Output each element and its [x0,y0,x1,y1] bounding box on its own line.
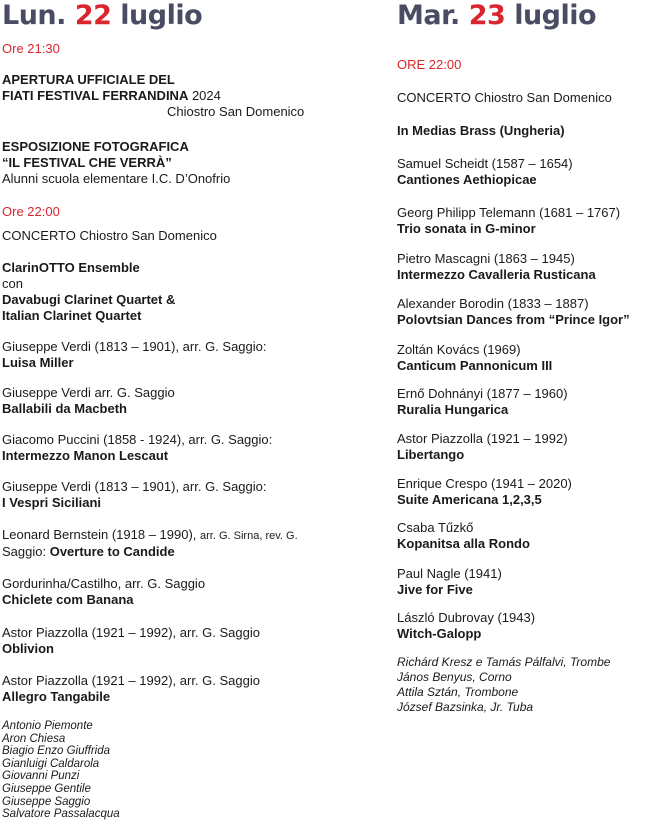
program-item [397,431,568,463]
tuesday-heading [397,0,596,32]
program-item [2,479,267,511]
program-title: Chiclete com Banana [2,592,134,607]
performer-name: Aron Chiesa [2,732,66,745]
program-item [397,296,630,328]
program-title: Witch-Galopp [397,626,482,641]
program-title: Jive for Five [397,582,473,597]
program-title: Intermezzo Manon Lescaut [2,448,169,463]
program-composer: Gordurinha/Castilho, arr. G. Saggio [2,576,206,591]
tuesday-day-number: 23 [468,0,506,31]
performer-name: Giuseppe Saggio [2,795,91,808]
program-item [2,527,298,560]
performer-name: Attila Sztán, Trombone [397,685,519,699]
program-composer: Giacomo Puccini (1858 - 1924), arr. G. Saggio: [2,432,273,447]
performer-name: Gianluigi Caldarola [2,757,100,770]
program-item [397,156,573,188]
opening-line-1: APERTURA UFFICIALE DEL [2,72,175,87]
program-title: Trio sonata in G-minor [397,221,536,236]
program-title: Polovtsian Dances from “Prince Igor” [397,312,630,327]
program-title: I Vespri Siciliani [2,495,101,510]
festival-name: FIATI FESTIVAL FERRANDINA [2,88,189,103]
program-title: Suite Americana 1,2,3,5 [397,492,542,507]
bernstein-arrangement: arr. G. Sirna, rev. G. [200,530,298,542]
festival-year: 2024 [188,88,221,103]
program-composer: Zoltán Kovács (1969) [397,342,521,357]
tuesday-concert: CONCERTO Chiostro San Domenico [397,90,612,105]
program-title: Libertango [397,447,465,462]
performer-name: Antonio Piemonte [2,720,93,732]
program-composer: Alexander Borodin (1833 – 1887) [397,296,589,311]
program-composer: Giuseppe Verdi arr. G. Saggio [2,385,175,400]
program-composer: Astor Piazzolla (1921 – 1992), arr. G. Saggio [2,625,260,640]
program-title: Kopanitsa alla Rondo [397,536,530,551]
program-item [397,205,620,237]
monday-heading [2,0,202,32]
program-item [397,342,552,374]
program-composer: Giuseppe Verdi (1813 – 1901), arr. G. Saggio: [2,339,267,354]
program-composer: László Dubrovay (1943) [397,610,536,625]
monday-day-number: 22 [74,0,112,31]
guest-ensemble-2: Italian Clarinet Quartet [2,308,142,323]
monday-ensemble: ClarinOTTO Ensemble [2,260,140,275]
program-title: Allegro Tangabile [2,689,111,704]
program-item [2,625,260,657]
bernstein-composer: Leonard Bernstein (1918 – 1990), [2,527,201,542]
program-composer: Paul Nagle (1941) [397,566,502,581]
monday-concert: CONCERTO Chiostro San Domenico [2,228,217,243]
program-item [2,339,267,371]
program-item [397,610,535,642]
program-composer: Enrique Crespo (1941 – 2020) [397,476,572,491]
program-title: Cantiones Aethiopicae [397,172,537,187]
opening-place: Chiostro San Domenico [167,104,305,119]
program-item [2,673,260,705]
program-item [397,476,572,508]
opening-line-2 [2,88,304,104]
monday-performers [2,720,120,821]
performer-name: Salvatore Passalacqua [2,808,120,821]
program-composer: Astor Piazzolla (1921 – 1992), arr. G. Saggio [2,673,260,688]
program-composer: Pietro Mascagni (1863 – 1945) [397,251,575,266]
monday-time-1: Ore 21:30 [2,41,60,56]
exhibition-line-3: Alunni scuola elementare I.C. D’Onofrio [2,171,231,186]
program-item [2,432,272,464]
bernstein-saggio: Saggio: [2,544,50,559]
performer-name: Richárd Kresz e Tamás Pálfalvi, Trombe [397,655,611,669]
exhibition-line-1: ESPOSIZIONE FOTOGRAFICA [2,139,189,154]
program-title: Ballabili da Macbeth [2,401,127,416]
program-title: Overture to Candide [49,544,175,559]
program-composer: Samuel Scheidt (1587 – 1654) [397,156,573,171]
program-composer [2,527,298,544]
monday-month: luglio [120,0,203,31]
program-item [397,386,568,418]
performer-name: Giovanni Punzi [2,770,80,783]
program-title: Intermezzo Cavalleria Rusticana [397,267,596,282]
program-item [2,385,175,417]
program-composer: Csaba Tűzkő [397,520,474,535]
program-composer: Astor Piazzolla (1921 – 1992) [397,431,568,446]
tuesday-performers [397,655,610,715]
program-item [397,251,596,283]
tuesday-ensemble: In Medias Brass (Ungheria) [397,123,565,138]
guest-ensemble-1: Davabugi Clarinet Quartet & [2,292,176,307]
program-title: Ruralia Hungarica [397,402,509,417]
tuesday-day-prefix: Mar. [397,0,460,31]
program-title: Canticum Pannonicum III [397,358,553,373]
program-item [397,520,530,552]
program-item [2,576,205,608]
program-composer: Ernő Dohnányi (1877 – 1960) [397,386,568,401]
program-composer: Georg Philipp Telemann (1681 – 1767) [397,205,621,220]
program-composer: Giuseppe Verdi (1813 – 1901), arr. G. Saggio: [2,479,267,494]
performer-name: Giuseppe Gentile [2,782,91,795]
monday-ensemble-block [2,260,175,324]
bernstein-line-2 [2,544,298,560]
tuesday-month: luglio [514,0,597,31]
exhibition-block [2,139,230,187]
performer-name: Biagio Enzo Giuffrida [2,745,111,758]
ensemble-con: con [2,276,23,291]
program-item [397,566,502,598]
monday-time-2: Ore 22:00 [2,204,60,219]
program-title: Oblivion [2,641,54,656]
program-title: Luisa Miller [2,355,74,370]
opening-block [2,72,304,120]
exhibition-line-2: “IL FESTIVAL CHE VERRÀ” [2,155,172,170]
performer-name: János Benyus, Corno [397,670,512,684]
tuesday-time: ORE 22:00 [397,57,462,72]
monday-day-prefix: Lun. [2,0,66,31]
performer-name: József Bazsinka, Jr. Tuba [397,700,534,714]
